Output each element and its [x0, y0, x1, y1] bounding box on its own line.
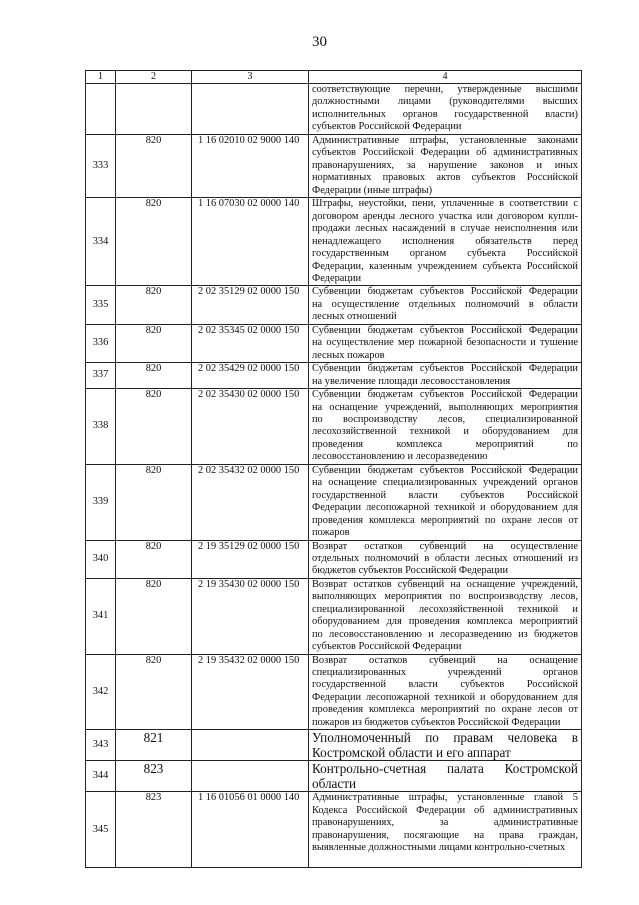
description-word: по	[425, 730, 439, 746]
admin-code: 823	[116, 792, 192, 868]
description-line: Федерации лесопожарной техникой и оборудованием для	[312, 502, 578, 514]
table-row	[86, 363, 582, 389]
description-word: Уполномоченный	[312, 730, 411, 746]
description-word: на	[473, 829, 485, 841]
description-word: палата	[446, 761, 484, 777]
admin-code	[116, 84, 192, 135]
admin-code: 820	[116, 363, 192, 389]
description-word: Российской	[526, 248, 578, 260]
budget-classification-code: 2 02 35432 02 0000 150	[192, 464, 309, 540]
description-line	[312, 109, 578, 121]
revenue-description	[309, 389, 582, 465]
row-number: 333	[86, 135, 116, 198]
row-number: 344	[86, 761, 116, 792]
description-line: Субвенции бюджетам субъектов Российской Федерации	[312, 389, 578, 401]
budget-classification-code	[192, 761, 309, 792]
header-cell: 1	[86, 71, 116, 84]
description-line: Субвенции бюджетам субъектов Российской Федерации	[312, 324, 578, 336]
description-word: высшими	[535, 84, 578, 95]
admin-code: 820	[116, 540, 192, 578]
revenue-description	[309, 135, 582, 198]
budget-classification-code: 1 16 02010 02 9000 140	[192, 135, 309, 198]
description-line	[312, 541, 578, 553]
row-number: 337	[86, 363, 116, 389]
revenue-description	[309, 761, 582, 792]
budget-classification-code: 2 19 35432 02 0000 150	[192, 654, 309, 730]
description-line: специализированной лесохозяйственной техникой и	[312, 603, 578, 615]
description-word: высших	[542, 96, 578, 108]
revenue-description	[309, 792, 582, 868]
description-word: граждан,	[538, 829, 578, 841]
description-word: Российской	[526, 489, 578, 501]
description-line: на осуществление мер пожарной безопасности и тушение	[312, 337, 578, 349]
description-line	[312, 761, 578, 776]
description-word: в	[571, 730, 578, 746]
description-line: отдельных полномочий в области лесных отношений из	[312, 552, 578, 564]
budget-classification-code	[192, 730, 309, 761]
description-word: власти)	[545, 108, 578, 120]
description-line: Федерации лесопожарной техникой и оборудованием для	[312, 691, 578, 703]
row-number: 342	[86, 654, 116, 730]
table-row	[86, 198, 582, 286]
description-word: (руководителями	[449, 96, 525, 108]
table-row	[86, 792, 582, 868]
description-word: специализированной	[485, 413, 578, 425]
description-word: комплекса	[396, 438, 443, 450]
description-line: продажи лесных насаждений в случае неисполнения или	[312, 223, 578, 235]
description-line: Субвенции бюджетам субъектов Российской Федерации	[312, 363, 578, 375]
budget-classification-code: 2 02 35129 02 0000 150	[192, 286, 309, 324]
description-word: остатков	[364, 540, 403, 552]
description-word: органом	[409, 248, 447, 260]
description-line: Административные штрафы, установленные главой 5	[312, 792, 578, 804]
budget-classification-code: 2 19 35129 02 0000 150	[192, 540, 309, 578]
description-line: бюджетов субъектов Российской Федерации	[312, 565, 508, 577]
revenue-description	[309, 464, 582, 540]
row-number: 341	[86, 578, 116, 654]
description-word: государственной	[454, 108, 529, 120]
description-line: субъектов Российской Федерации об административных	[312, 147, 578, 159]
revenue-description	[309, 286, 582, 324]
description-word: государственной	[312, 489, 387, 501]
description-word: на	[497, 654, 508, 666]
description-line: на осуществление отдельных полномочий в области	[312, 298, 578, 310]
table-row	[86, 286, 582, 324]
description-line	[312, 439, 578, 451]
table-row	[86, 464, 582, 540]
description-line: лесохозяйственной техникой и оборудованием для	[312, 426, 578, 438]
admin-code: 820	[116, 654, 192, 730]
description-line	[312, 655, 578, 667]
description-word: посягающие	[403, 829, 460, 841]
description-line: правонарушениях, за нарушение законов и иных	[312, 159, 578, 171]
description-line: выполняющих мероприятия по воспроизводству лесов,	[312, 591, 578, 603]
description-line	[312, 414, 578, 426]
revenue-description	[309, 578, 582, 654]
description-line: субъектов Российской Федерации	[312, 641, 462, 653]
revenue-description	[309, 84, 582, 135]
description-word: на	[483, 540, 494, 552]
description-word: воспроизводству	[343, 413, 418, 425]
row-number: 334	[86, 198, 116, 286]
budget-classification-code	[192, 84, 309, 135]
description-line: Субвенции бюджетам субъектов Российской Федерации	[312, 286, 578, 298]
admin-code: 820	[116, 198, 192, 286]
header-cell: 3	[192, 71, 309, 84]
description-word: обязательств	[475, 235, 532, 247]
description-line	[312, 84, 578, 96]
description-word: ненадлежащего	[312, 235, 382, 247]
description-word: соответствующие	[312, 84, 391, 95]
description-word: субъектов	[460, 489, 505, 501]
description-line	[312, 490, 578, 502]
description-line: лесовосстановлению и лесоразведению	[312, 451, 488, 463]
description-line: на оснащение специализированных учреждений органов	[312, 477, 578, 489]
description-line: субъектов Российской Федерации	[312, 121, 462, 133]
revenue-description	[309, 324, 582, 362]
budget-classification-code: 2 19 35430 02 0000 150	[192, 578, 309, 654]
description-word: лесов,	[437, 413, 466, 425]
description-word: человека	[507, 730, 558, 746]
description-word: субвенций	[419, 540, 467, 552]
admin-code: 820	[116, 464, 192, 540]
admin-code: 820	[116, 324, 192, 362]
row-number: 343	[86, 730, 116, 761]
admin-code: 823	[116, 761, 192, 792]
description-line: лесных отношений	[312, 311, 397, 323]
description-line: пожаров из бюджетов субъектов Российской Федерации	[312, 716, 561, 728]
description-word: по	[567, 438, 578, 450]
admin-code: 820	[116, 286, 192, 324]
row-number: 338	[86, 389, 116, 465]
revenue-description	[309, 540, 582, 578]
description-word: субъекта	[467, 248, 506, 260]
description-word: оснащение	[529, 654, 578, 666]
description-word: Возврат	[312, 654, 348, 666]
row-number: 335	[86, 286, 116, 324]
description-word: перечни,	[404, 84, 444, 95]
description-word: субвенций	[429, 654, 476, 666]
description-word: учреждений	[447, 667, 502, 679]
description-word: государственной	[312, 679, 387, 691]
description-word: права	[499, 829, 524, 841]
budget-classification-code: 2 02 35429 02 0000 150	[192, 363, 309, 389]
description-line: договором аренды лесного участка или договором купли-	[312, 210, 578, 222]
budget-classification-code: 1 16 01056 01 0000 140	[192, 792, 309, 868]
budget-classification-code: 2 02 35430 02 0000 150	[192, 389, 309, 465]
table-row	[86, 578, 582, 654]
row-number: 336	[86, 324, 116, 362]
description-word: лицами	[397, 96, 431, 108]
description-line: Возврат остатков субвенций на оснащение учреждений,	[312, 578, 578, 590]
table-row	[86, 654, 582, 730]
description-line: Федерации	[312, 272, 362, 284]
description-line: области	[312, 776, 357, 792]
description-line: нормативных правовых актов субъектов Российской	[312, 172, 578, 184]
description-word: власти	[408, 679, 438, 691]
description-line: лесных пожаров	[312, 349, 385, 361]
table-row	[86, 389, 582, 465]
description-word: Возврат	[312, 540, 348, 552]
budget-classification-code: 1 16 07030 02 0000 140	[192, 198, 309, 286]
budget-classification-code: 2 02 35345 02 0000 150	[192, 324, 309, 362]
description-word: административные	[493, 817, 578, 829]
revenue-description	[309, 198, 582, 286]
header-cell: 2	[116, 71, 192, 84]
description-line: Костромской области и его аппарат	[312, 745, 511, 761]
table-row	[86, 761, 582, 792]
admin-code: 821	[116, 730, 192, 761]
row-number: 339	[86, 464, 116, 540]
admin-code: 820	[116, 389, 192, 465]
description-word: исполнительных	[312, 108, 386, 120]
description-line: Кодекса Российской Федерации об административных	[312, 804, 578, 816]
description-word: за	[439, 817, 449, 829]
table-row	[86, 730, 582, 761]
description-line	[312, 679, 578, 691]
description-line	[312, 730, 578, 745]
description-line	[312, 236, 578, 248]
revenue-description	[309, 730, 582, 761]
description-word: исполнения	[402, 235, 455, 247]
revenue-code-table	[85, 70, 582, 868]
description-word: мероприятий	[475, 438, 534, 450]
description-word: правонарушения,	[312, 829, 389, 841]
row-number: 340	[86, 540, 116, 578]
revenue-description	[309, 654, 582, 730]
table-row	[86, 540, 582, 578]
description-word: субъектов	[460, 679, 505, 691]
description-line: Федерации (иные штрафы)	[312, 184, 433, 196]
description-line	[312, 817, 578, 829]
description-line: на оснащение учреждений, выполняющих мероприятия	[312, 401, 578, 413]
table-row	[86, 84, 582, 135]
description-word: должностными	[312, 96, 380, 108]
table-row	[86, 324, 582, 362]
admin-code: 820	[116, 578, 192, 654]
scan-mark: ·	[524, 860, 527, 869]
description-word: правонарушениях,	[312, 817, 395, 829]
description-line	[312, 248, 578, 260]
description-line	[312, 96, 578, 108]
description-word: правам	[453, 730, 494, 746]
description-word: органов	[402, 108, 438, 120]
page-number: 30	[312, 34, 327, 50]
row-number: 345	[86, 792, 116, 868]
description-line	[312, 667, 578, 679]
row-number	[86, 84, 116, 135]
description-word: по	[312, 413, 323, 425]
description-line: проведения комплекса мероприятий по охране лесов от	[312, 704, 578, 716]
description-word: Российской	[526, 679, 578, 691]
description-line: на увеличение площади лесовосстановления	[312, 375, 511, 387]
description-line: Субвенции бюджетам субъектов Российской Федерации	[312, 464, 578, 476]
description-word: органов	[543, 667, 578, 679]
description-line: Штрафы, неустойки, пени, уплаченные в соответствии с	[312, 198, 578, 210]
description-word: Контрольно-счетная	[312, 761, 427, 777]
description-line: Федерации, казенным учреждением субъекта Российской	[312, 260, 578, 272]
description-line: оборудованием для проведения комплекса мероприятий	[312, 616, 578, 628]
description-word: проведения	[312, 438, 364, 450]
description-word: утвержденные	[457, 84, 522, 95]
description-word: власти	[408, 489, 438, 501]
description-word: осуществление	[510, 540, 578, 552]
table-header-row	[86, 71, 582, 84]
description-word: Костромской	[504, 761, 578, 777]
table-row	[86, 135, 582, 198]
description-line: пожаров	[312, 527, 350, 539]
header-cell: 4	[309, 71, 582, 84]
description-line: Административные штрафы, установленные законами	[312, 135, 578, 146]
description-line: проведения комплекса мероприятий по охране лесов от	[312, 514, 578, 526]
description-word: перед	[552, 235, 578, 247]
revenue-description	[309, 363, 582, 389]
description-word: государственным	[312, 248, 389, 260]
admin-code: 820	[116, 135, 192, 198]
description-line: выявленные должностными лицами контрольно-счетных	[312, 842, 566, 854]
description-word: специализированных	[312, 667, 407, 679]
description-word: остатков	[369, 654, 408, 666]
description-line	[312, 830, 578, 842]
description-line: по лесовосстановлению и лесоразведению из бюджетов	[312, 628, 578, 640]
